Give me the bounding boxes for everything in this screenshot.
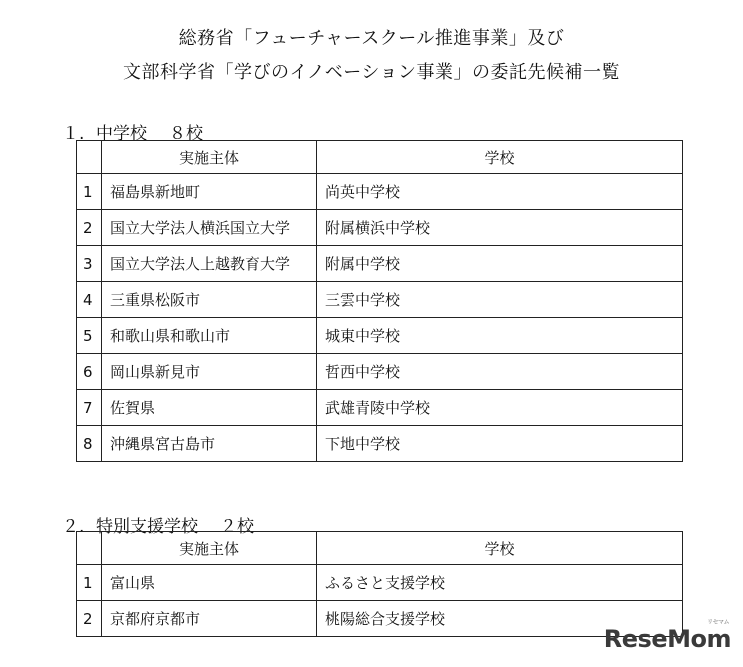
row-number: 1	[77, 565, 102, 601]
junior-high-table	[76, 140, 683, 462]
table-row	[77, 210, 683, 246]
table-row	[77, 174, 683, 210]
row-school: 哲西中学校	[317, 354, 683, 390]
row-entity: 佐賀県	[102, 390, 317, 426]
section-number: ２.	[62, 517, 85, 537]
row-school: 三雲中学校	[317, 282, 683, 318]
row-school: 下地中学校	[317, 426, 683, 462]
table-header-row	[77, 141, 683, 174]
row-number: 5	[77, 318, 102, 354]
table-row	[77, 565, 683, 601]
row-number: 2	[77, 601, 102, 637]
header-school: 学校	[317, 532, 683, 565]
row-entity: 国立大学法人横浜国立大学	[102, 210, 317, 246]
watermark-text: ReseMom	[603, 625, 731, 653]
row-school: 城東中学校	[317, 318, 683, 354]
section-number: １.	[62, 124, 85, 144]
table-row	[77, 354, 683, 390]
row-school: 武雄青陵中学校	[317, 390, 683, 426]
resemom-watermark-logo	[603, 619, 731, 653]
watermark-reading: リセマム	[707, 619, 729, 626]
header-entity: 実施主体	[102, 141, 317, 174]
row-entity: 富山県	[102, 565, 317, 601]
table-row	[77, 318, 683, 354]
row-entity: 福島県新地町	[102, 174, 317, 210]
header-number-cell	[77, 141, 102, 174]
section-name: 中学校	[96, 124, 147, 144]
row-school: 附属中学校	[317, 246, 683, 282]
row-entity: 岡山県新見市	[102, 354, 317, 390]
title-line-1: 総務省「フューチャースクール推進事業」及び	[178, 28, 565, 49]
row-entity: 三重県松阪市	[102, 282, 317, 318]
section-name: 特別支援学校	[96, 517, 198, 537]
table-row	[77, 426, 683, 462]
row-entity: 京都府京都市	[102, 601, 317, 637]
row-number: 3	[77, 246, 102, 282]
table-row	[77, 282, 683, 318]
row-entity: 沖縄県宮古島市	[102, 426, 317, 462]
header-school: 学校	[317, 141, 683, 174]
row-number: 8	[77, 426, 102, 462]
row-school: 尚英中学校	[317, 174, 683, 210]
row-number: 4	[77, 282, 102, 318]
table-row	[77, 246, 683, 282]
row-school: 桃陽総合支援学校	[317, 601, 683, 637]
table-header-row	[77, 532, 683, 565]
title-line-2: 文部科学省「学びのイノベーション事業」の委託先候補一覧	[123, 62, 620, 83]
row-number: 2	[77, 210, 102, 246]
section-count: ２校	[220, 517, 254, 537]
special-support-table	[76, 531, 683, 637]
header-number-cell	[77, 532, 102, 565]
table-row	[77, 390, 683, 426]
section-count: ８校	[169, 124, 203, 144]
row-school: 附属横浜中学校	[317, 210, 683, 246]
table-row	[77, 601, 683, 637]
row-entity: 和歌山県和歌山市	[102, 318, 317, 354]
row-entity: 国立大学法人上越教育大学	[102, 246, 317, 282]
row-number: 1	[77, 174, 102, 210]
row-school: ふるさと支援学校	[317, 565, 683, 601]
header-entity: 実施主体	[102, 532, 317, 565]
row-number: 7	[77, 390, 102, 426]
row-number: 6	[77, 354, 102, 390]
